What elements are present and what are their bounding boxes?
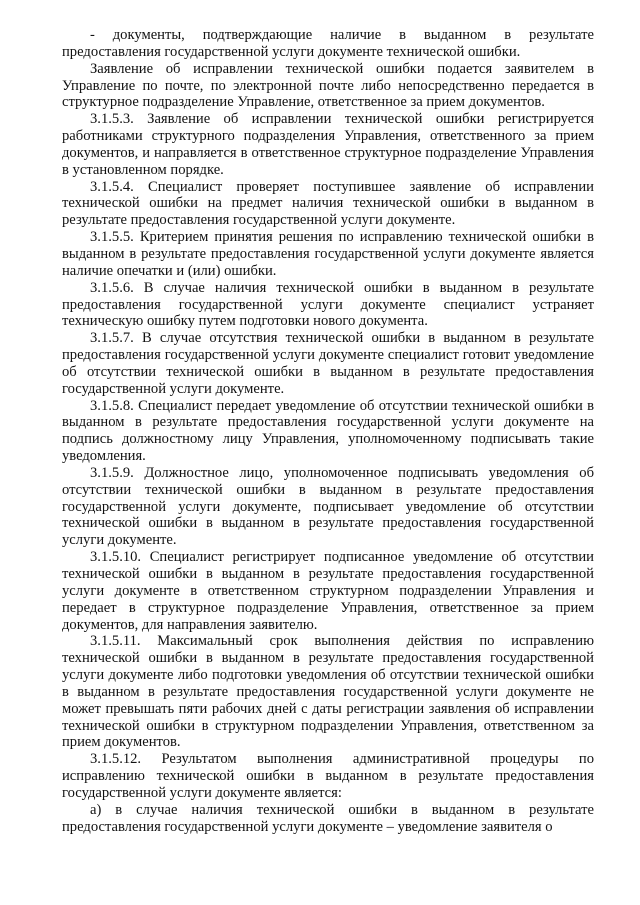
paragraph-3-1-5-10: 3.1.5.10. Специалист регистрирует подписанное уведомление об отсутствии технической ошибки в выданном в результате предоставления государственной услуги документе в ответственном структурном подразделении Управления и передает в структурное подразделение Управления, ответственное за прием документов, для направления заявителю.: [62, 549, 594, 633]
paragraph-3-1-5-6: 3.1.5.6. В случае наличия технической ошибки в выданном в результате предоставления государственной услуги документе специалист устраняет техническую ошибку путем подготовки нового документа.: [62, 279, 594, 330]
paragraph-3-1-5-3: 3.1.5.3. Заявление об исправлении технической ошибки регистрируется работниками структурного подразделения Управления, ответственного за прием документов, и направляется в ответственное структурное подразделение Управления в установленном порядке.: [62, 111, 594, 178]
paragraph-3-1-5-5: 3.1.5.5. Критерием принятия решения по исправлению технической ошибки в выданном в результате предоставления государственной услуги документе является наличие опечатки и (или) ошибки.: [62, 229, 594, 279]
paragraph-3-1-5-7: 3.1.5.7. В случае отсутствия технической ошибки в выданном в результате предоставления государственной услуги документе специалист готовит уведомление об отсутствии технической ошибки в выданном в результате предоставления государственной услуги документе.: [62, 330, 594, 397]
paragraph-3-1-5-4: 3.1.5.4. Специалист проверяет поступившее заявление об исправлении технической ошибки на предмет наличия технической ошибки в выданном в результате предоставления государственной услуги документе.: [62, 178, 594, 229]
document-body: [62, 27, 594, 836]
paragraph-3-1-5-11: 3.1.5.11. Максимальный срок выполнения действия по исправлению технической ошибки в выданном в результате предоставления государственной услуги документе либо подготовки уведомления об отсутствии технической ошибки в выданном в результате предоставления государственной услуги документе не может превышать пяти рабочих дней с даты регистрации заявления об исправлении технической ошибки в структурном подразделении Управления, ответственном за прием документов.: [62, 633, 594, 751]
paragraph-3-1-5-9: 3.1.5.9. Должностное лицо, уполномоченное подписывать уведомления об отсутствии технической ошибки в выданном в результате предоставления государственной услуги документе, подписывает уведомление об отсутствии технической ошибки в выданном в результате предоставления государственной услуги документе.: [62, 464, 594, 549]
paragraph-3-1-5-8: 3.1.5.8. Специалист передает уведомление об отсутствии технической ошибки в выданном в результате предоставления государственной услуги документе на подпись должностному лицу Управления, уполномоченному подписывать такие уведомления.: [62, 397, 594, 465]
paragraph-item-a: а) в случае наличия технической ошибки в выданном в результате предоставления государственной услуги документе – уведомление заявителя о: [62, 801, 594, 835]
paragraph-documents-confirming-error: - документы, подтверждающие наличие в выданном в результате предоставления государственной услуги документе технической ошибки.: [62, 27, 594, 60]
paragraph-3-1-5-12: 3.1.5.12. Результатом выполнения административной процедуры по исправлению технической ошибки в выданном в результате предоставления государственной услуги документе является:: [62, 751, 594, 801]
paragraph-application-submission: Заявление об исправлении технической ошибки подается заявителем в Управление по почте, по электронной почте либо непосредственно передается в структурное подразделение Управление, ответственное за прием документов.: [62, 60, 594, 111]
